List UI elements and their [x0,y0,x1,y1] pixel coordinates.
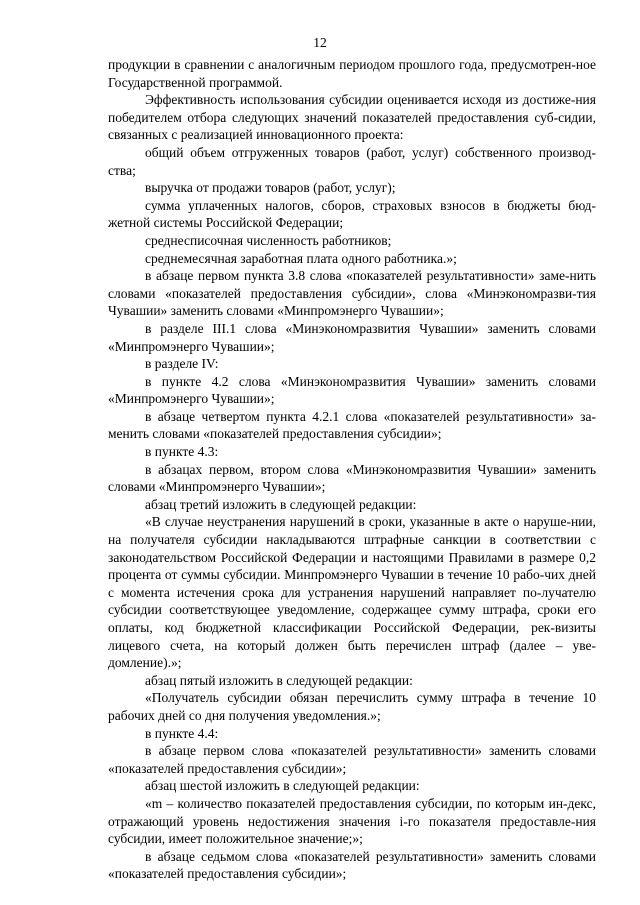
paragraph: в абзаце первом слова «показателей результативности» заменить словами «показателей предоставления субсидии»; [108,743,596,776]
paragraph: в абзаце первом пункта 3.8 слова «показателей результативности» заме-нить словами «показателей предоставления субсидии», слова «Минэкономразви-тия Чувашии» заменить словами «Минпромэнерго Чувашии»; [108,268,596,319]
paragraph: в разделе III.1 слова «Минэкономразвития Чувашии» заменить словами «Минпромэнерго Чувашии»; [108,320,596,354]
document-body [108,56,596,883]
paragraph: в пункте 4.4: [145,725,219,741]
page-number: 12 [313,35,327,50]
paragraph: выручка от продажи товаров (работ, услуг); [145,180,396,196]
paragraph: среднесписочная численность работников; [145,232,392,248]
paragraph: абзац третий изложить в следующей редакции: [145,496,417,512]
paragraph: в пункте 4.3: [145,444,219,460]
paragraph: в абзаце четвертом пункта 4.2.1 слова «показателей результативности» за-менить словами «показателей предоставления субсидии»; [108,408,596,442]
paragraph: общий объем отгруженных товаров (работ, услуг) собственного производ-ства; [108,144,596,178]
paragraph: «Получатель субсидии обязан перечислить сумму штрафа в течение 10 рабочих дней со дня получения уведомления.»; [108,690,596,723]
paragraph: «В случае неустранения нарушений в сроки, указанные в акте о наруше-нии, на получателя субсидии накладываются штрафные санкции в соответствии с законодательством Российской Федерации и настоящими Правилами в размере 0,2 процента от суммы субсидии. Минпромэнерго Чувашии в течение 10 рабо-чих дней с момента истечения срока для устранения нарушений направляет по-лучателю субсидии соответствующее уведомление, содержащее сумму штрафа, сроки его оплаты, код бюджетной классификации Российской Федерации, рек-визиты лицевого счета, на который должен быть перечислен штраф (далее – уве-домление).»; [108,514,596,671]
paragraph: абзац шестой изложить в следующей редакции: [145,778,420,794]
paragraph: абзац пятый изложить в следующей редакции: [145,672,413,688]
paragraph: продукции в сравнении с аналогичным периодом прошлого года, предусмотрен-ное Государственной программой. [108,57,596,90]
paragraph: в абзаце седьмом слова «показателей результативности» заменить словами «показателей предоставления субсидии»; [108,848,596,882]
paragraph: в абзацах первом, втором слова «Минэкономразвития Чувашии» заменить словами «Минпромэнерго Чувашии»; [108,461,596,495]
paragraph: Эффективность использования субсидии оценивается исходя из достиже-ния победителем отбора следующих значений показателей предоставления суб-сидии, связанных с реализацией инновационного проекта: [108,92,596,143]
paragraph: среднемесячная заработная плата одного работника.»; [145,250,457,266]
paragraph: в пункте 4.2 слова «Минэкономразвития Чувашии» заменить словами «Минпромэнерго Чувашии»; [108,373,596,407]
paragraph: в разделе IV: [145,356,219,372]
paragraph: сумма уплаченных налогов, сборов, страховых взносов в бюджеты бюд-жетной системы Российской Федерации; [108,197,596,231]
paragraph: «m – количество показателей предоставления субсидии, по которым ин-декс, отражающий уровень недостижения значения i-го показателя предоставле-ния субсидии, имеет положительное значение;»; [108,795,596,847]
